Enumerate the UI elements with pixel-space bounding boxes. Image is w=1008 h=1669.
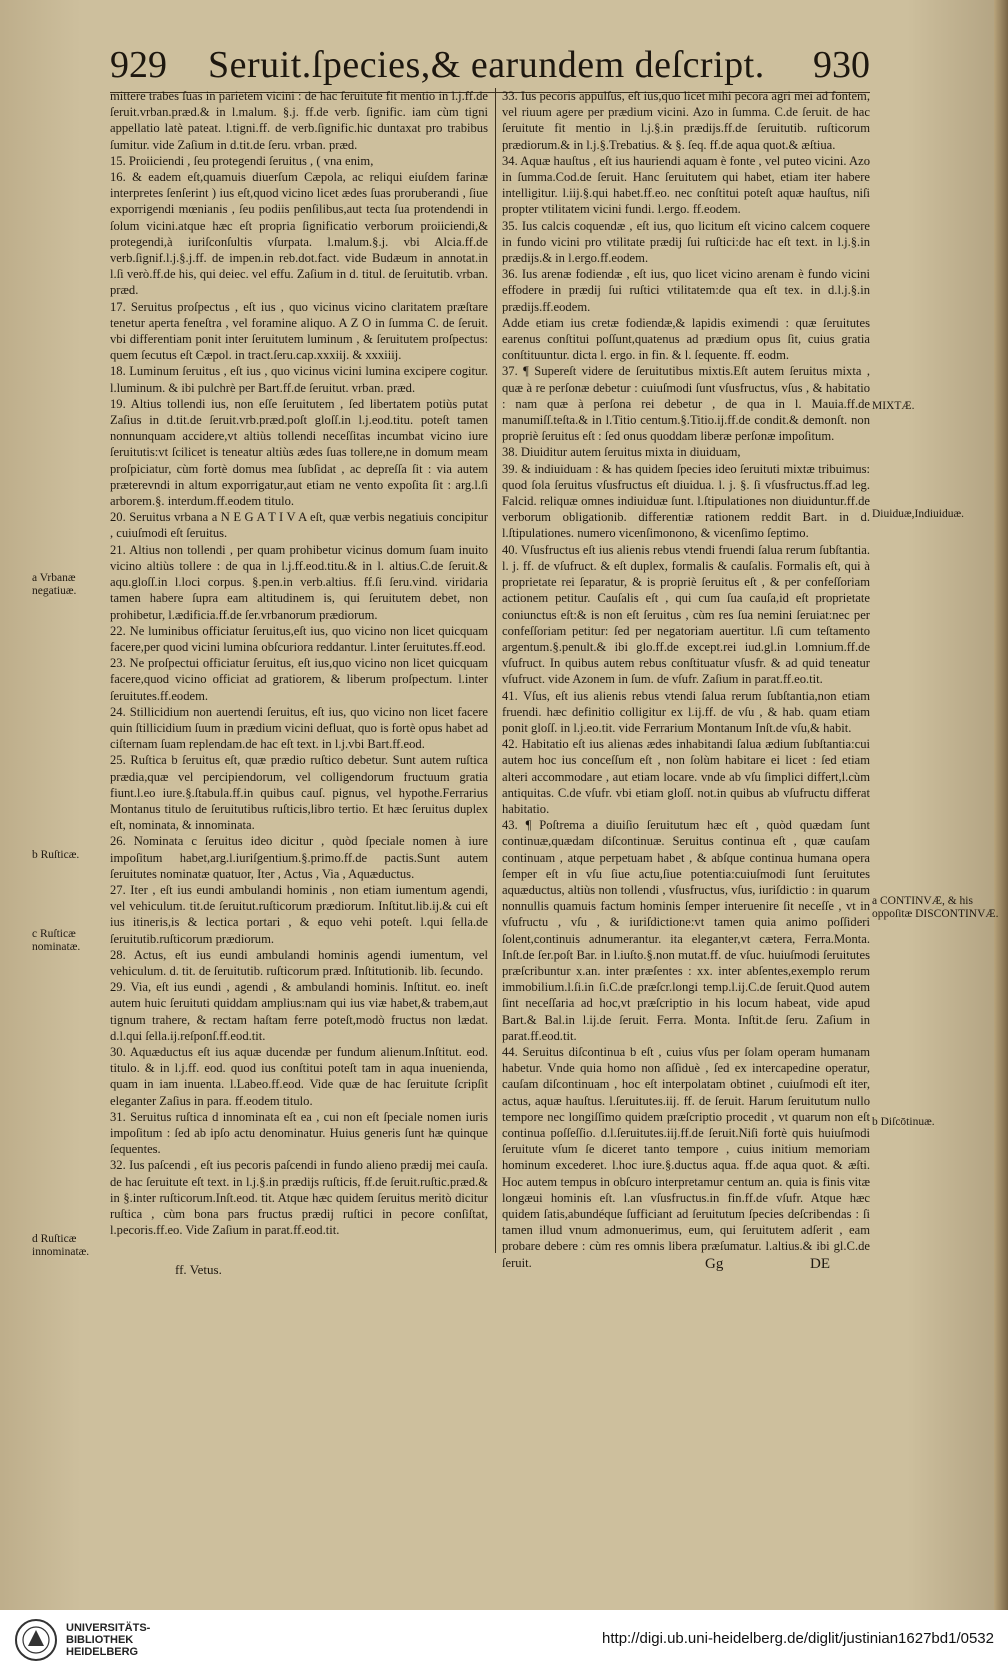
page-edge [994,0,1008,1610]
paragraph: 24. Stillicidium non auertendi ſeruitus, eſt ius, quo vicino non licet facere quin ſtillicidium ſuum in prædium vicini defluat, quo is fortè opus habet ad ciſternam ſuam replendam.de hac eſt text. in l.j.vbi Bart.ff.eod. [110,704,488,752]
paragraph: 17. Seruitus proſpectus , eſt ius , quo vicinus vicino claritatem præſtare tenetur aperta feneſtra , vel foramine aliquo. A Z O in ſumma C. de ſeruit. vbi differentiam ponit inter ſeruitutem luminum , & ſeruitutem proſpectus: quem ſecutus eſt Cæpol. in tract.ſeru.cap.xxxiij. & xxxiiij. [110,299,488,363]
paragraph: 19. Altius tollendi ius, non eſſe ſeruitutem , ſed libertatem potiùs putat Zaſius in d.tit.de ſeruit.vrb.præd.poſt gloſſ.in l.j.eod.titu. poteſt tamen nonnunquam accidere,vt altiùs tollendi neceſſitas incumbat vicino iure ſeruitutis:vt ſcilicet is teneatur altiùs ædes ſuas tollere,ne in domum meam proſpiciatur, cùm fortè domus mea ſubſidat , ac depreſſa ſit : via autem præterevndi in altum exporrigatur,aut etiam ne vento expoſita ſit : arg.l.ſi arborem.§. interdum.ff.eodem titulo. [110,396,488,509]
paragraph: 34. Aquæ hauſtus , eſt ius hauriendi aquam è fonte , vel puteo vicini. Azo in ſumma.Cod.de ſeruit. Hanc ſeruitutem qui habet, etiam iter habere intelligitur. l.iij.§.qui habet.ff.eo. nec conſtitui poteſt aquæ hauſtus, niſi propter vtilitatem vicini fundi. l.ergo. ff.eodem. [502,153,870,217]
page-number-right: 930 [813,44,870,86]
paragraph: 33. Ius pecoris appulſus, eſt ius,quo licet mihi pecora agri mei ad fontem, vel riuum agere per prædium vicini. Azo in ſumma. C.de ſeruit. de hac ſeruitute fit mentio in l.j.§.in prædijs.ff.de ſeruitutib. ruſticorum prædiorum.& in l.j.§.Trebatius. & §. ſeq. ff.de aqua quot.& æſtiua. [502,89,870,152]
university-seal-icon [14,1618,58,1662]
paragraph: 43. ¶ Poſtrema a diuiſio ſeruitutum hæc eſt , quòd quædam ſunt continuæ,quædam diſcontinuæ. Seruitus continua eſt , quæ cauſam continuam , atque perpetuam habet , & abſque continua humana opera ſemper eſt in vſu ſiue actu,ſiue potentia:cuiuſmodi ſunt ſeruitutes aquæductus, altiùs non tollendi , vſusfructus, vſus, iuriſdictio : in quarum nonnullis quamuis factum hominis ſemper interuenire ſit neceſſe , vt in vſufructu , vſu , & iuriſdictione:vt tamen quia animo poſſideri ſolent,continuis adnumerantur. ita eleganter,vt cætera, Ferra.Monta. Inſt.de ſer.poſt Bar. in l.iuſto.§.non mutat.ff. de vſuc. huiuſmodi ſeruitutes præſcribuntur x.an. inter præſentes : xx. inter abſentes,exemplo rerum immobilium.l.ſi.in ſi.C.de præſcr.longi temp.l.ij.C.de ſeruit.Quod autem ſint neceſſaria ad hoc,vt præſcriptio in his locum habeat, vide apud Bart.& Bal.in l.ij.de ſeruit. Ferra. Monta. Inſtit.de ſeru. Zaſium in parat.ff.eod.tit. [502,818,870,1043]
logo-line: UNIVERSITÄTS- [66,1622,151,1634]
paragraph: 21. Altius non tollendi , per quam prohibetur vicinus domum ſuam inuito vicino altiùs tollere : de qua in l.j.ff.eod.titu.& in l. altius.C.de ſeruit.& aqu.gloſſ.in l.loci corpus. §.pen.in verb.altius. ff.ſi ſeru.vind. viridaria tamen habere ſupra eam altitudinem is, qui ſeruitutem debet, non prohibetur, l.ædificia.ff.de ſer.vrbanorum prædiorum. [110,542,488,622]
paragraph: 29. Via, eſt ius eundi , agendi , & ambulandi hominis. Inſtitut. eo. ineſt autem huic ſeruituti quiddam amplius:nam qui ius viæ habet,& trabem,aut tignum trahere, & rectam haſtam ferre poteſt,modò fructus non lædat. d.l.qui ſella.ij.reſponſ.ff.eod.tit. [110,980,488,1043]
paragraph: 38. Diuiditur autem ſeruitus mixta in diuiduam, [502,445,741,460]
paragraph: 30. Aquæductus eſt ius aquæ ducendæ per fundum alienum.Inſtitut. eod. titulo. & in l.j.ff. eod. quod ius conſtitui poteſt tam in aqua inuenienda, quam in iam inuenta. l.Labeo.ff.eod. Vide quæ de hac ſeruitute ſcripſit eleganter Zaſius in para. ff.eodem titulo. [110,1044,488,1108]
margin-note-rusticae-nominatae: c Ruſticæ nominatæ. [32,928,81,953]
paragraph: 39. & indiuiduam : & has quidem ſpecies ideo ſeruituti mixtæ tribuimus: quod ſola ſeruitus vſusfructus eſt diuidua. l. j. §. ſi vſusfructus.ff.ad leg. Falcid. reliquæ omnes indiuiduæ ſunt. l.ſtipulationes non diuiduntur.ff.de verborum obligationib. differentiæ rationem reddit Bart. in d. l.ſtipulationes. numero vicenſimonono, & vicenſimo ſeptimo. [502,461,870,541]
column-divider [495,88,496,1253]
catchword-left: ff. Vetus. [175,1262,222,1277]
paragraph: 44. Seruitus diſcontinua b eſt , cuius vſus per ſolam operam humanam habetur. Vnde quia homo non aſſiduè , ſed ex intercapedine operatur, cauſam diſcontinuam , hoc eſt interpolatam obtinet , cuiuſmodi eſt iter, actus, aquæ hauſtus. l.ſeruitutes.iij. ff. de ſeruit. Harum ſeruitutum nullo tempore nec longiſſimo quidem præſcriptio procedit , vt quarum non eſt continua poſſeſſio. d.l.ſeruitutes.iij.ff.de ſeruit.Niſi fortè quis huiuſmodi ſeruitute vſum ſe diceret tanto tempore , cuius initium memoriam hominum excederet. l.hoc iure.§.ductus aqua. ff.de aqua quot. & æſti. Hoc autem tempus in obſcuro interpretamur centum an. quia is finis vitæ longæui hominis eſt. l.an vſusfructus.in fin.ff.de vſufr. Atque hæc quidem ſatis,abundéque ſufficiant ad ſeruitutum ſpecies deſcribendas : ſi tamen illud vnum admonuerimus, eum, qui ſeruitutem adſerit , eam probare debere : cùm res omnis libera præſumatur. l.altius.& ibi gl.C.de ſeruit. [502,1044,870,1270]
paragraph: 40. Vſusfructus eſt ius alienis rebus vtendi fruendi ſalua rerum ſubſtantia. l. j. ff. de vſufruct. & eſt duplex, formalis & cauſalis. Formalis eſt, qui à proprietate rei ſeparatur, & is propriè ſeruitus eſt , & per confeſſoriam actionem petitur. Cauſalis eſt , qui cum ſua cauſa,id eſt proprietate coniunctus eſt:& is non eſt ſeruitus , cùm res ſua nemini ſeruiat:nec per confeſſoriam petitur: ſed per negatoriam auertitur. l.ſi cum teſtamento argentum.§.penult.& ibi glo.ff.de except.rei iud.gl.in l.omnium.ff.de vſufruct. In quibus autem rebus conſtituatur vſusfr. & ad quid teneatur vſufruct. vide Azonem in ſum. de vſufr. Zaſium in parat.ff.eo.tit. [502,542,870,687]
paragraph: mittere trabes ſuas in parietem vicini : de hac ſeruitute fit mentio in l.j.ff.de ſeruit.vrban.præd.& in l.malum. §.j. ff.de verb. ſignific. iam cùm tigni appellatio latè pateat. l.tigni.ff. de verb.ſignific.hic duntaxat pro trabibus ſumitur. vide Zaſium in d.tit.de ſeru. vrban. præd. [110,89,488,152]
paragraph: 25. Ruſtica b ſeruitus eſt, quæ prædio ruſtico debetur. Sunt autem ruſtica prædia,quæ vel percipiendorum, vel colligendorum fructuum gratia fiunt.l.eo iure.§.ſtabula.ff.in quibus cauſ. pignus, vel hypothe.Ferrarius Montanus titulo de ſeruitutibus ruſticis,libro tertio. Et hæc ſeruitus duplex eſt, nominata, & innominata. [110,753,488,833]
signature-mark: Gg [705,1256,724,1272]
catchword-right: DE [810,1256,830,1272]
logo-line: BIBLIOTHEK [66,1634,134,1646]
margin-note-rusticae: b Ruſticæ. [32,849,80,861]
page-number-left: 929 [110,44,167,86]
paragraph: 18. Luminum ſeruitus , eſt ius , quo vicinus vicini lumina excipere cogitur. l.luminum. & ibi pulchrè per Bart.ff.de ſeruitut. vrban. præd. [110,364,488,395]
paragraph: 42. Habitatio eſt ius alienas ædes inhabitandi ſalua ædium ſubſtantia:cui autem hoc ius conceſſum eſt , non ſolùm habitare ei licet : ſed etiam alteri accommodare , aut etiam locare. vnde ab vſu ſimplici differt,l.cùm antiquitas. C.de vſufr. vbi etiam gloſſ. not.in quibus ab vſufructu differat habitatio. [502,737,870,816]
paragraph: 23. Ne proſpectui officiatur ſeruitus, eſt ius,quo vicino non licet quicquam facere,quod vicino officiat ad gratiorem, & liberum proſpectum. l.inter ſeruitutes.ff.eodem. [110,656,488,703]
right-column [502,88,870,1271]
paragraph: Adde etiam ius cretæ fodiendæ,& lapidis eximendi : quæ ſeruitutes earenus conſtitui poſſunt,quatenus ad prædium opus ſit, cuius gratia conſtituuntur. dicta l. ergo. in fin. & l. ſequente. ff. eodm. [502,315,870,363]
library-logo-text [66,1622,150,1658]
margin-note-continuae: a CONTINVÆ, & his oppoſitæ DISCONTINVÆ. [872,895,999,920]
margin-note-discontinuae: b Diſcōtinuæ. [872,1116,935,1128]
permalink-url[interactable]: http://digi.ub.uni-heidelberg.de/diglit/justinian1627bd1/0532 [602,1630,994,1647]
margin-note-urbanae-negativae: a Vrbanæ negatiuæ. [32,572,77,597]
running-header [110,40,870,90]
paragraph: 31. Seruitus ruſtica d innominata eſt ea , cui non eſt ſpeciale nomen iuris impoſitum : ſed ab ipſo actu denominatur. Huius generis ſunt hæ quinque ſequentes. [110,1109,488,1157]
viewer-footer [0,1610,1008,1669]
paragraph: 22. Ne luminibus officiatur ſeruitus,eſt ius, quo vicino non licet quicquam facere,per quod vicini lumina obſcuriora reddantur. l.inter ſeruitutes.ff.eod. [110,623,488,654]
margin-note-dividuae: Diuiduæ,Indiuiduæ. [872,508,965,520]
paragraph: 36. Ius arenæ fodiendæ , eſt ius, quo licet vicino arenam è fundo vicini effodere in prædij ſui ruſtici vtilitatem:de qua eſt tex. in d.l.j.§.in prædijs.ff.eodem. [502,267,870,314]
paragraph: 37. ¶ Supereſt videre de ſeruitutibus mixtis.Eſt autem ſeruitus mixta , quæ à re perſonæ debetur : cuiuſmodi ſunt vſusfructus, vſus , & habitatio : nam quæ à perſona rei debetur , de qua in l. Mauia.ff.de manumiſſ.teſta.& in l.Titio centum.§.Titio.ij.ff.de condit.& demonſt. non propriè ſeruitus eſt : ſed onus quoddam liberæ perſonæ impoſitum. [502,364,870,444]
paragraph: 20. Seruitus vrbana a N E G A T I V A eſt, quæ verbis negatiuis concipitur , cuiuſmodi eſt ſeruitus. [110,510,488,541]
margin-note-rusticae-innominatae: d Ruſticæ innominatæ. [32,1233,90,1258]
logo-line: HEIDELBERG [66,1646,139,1658]
paragraph: 27. Iter , eſt ius eundi ambulandi hominis , non etiam iumentum agendi, vel vehiculum. tit.de ſeruitut.ruſticorum prædiorum. Inſtitut.lib.ij.& cui eſt ius itineris,is & lectica portari , & equo vehi poteſt. l.qui ſella.de ſeruitutib.ruſticorum prædiorum. [110,882,488,946]
paragraph: 32. Ius paſcendi , eſt ius pecoris paſcendi in fundo alieno prædij mei cauſa. de hac ſeruitute eſt text. in l.j.§.in prædijs ruſticis, ff.de ſeruit.ruſtic.præd.& in §.inter ruſticorum.Inſt.eod. tit. Atque hæc quidem ſeruitus meritò dicitur ruſtica , cùm bona pars fructus prædij ruſtici in pecore conſiſtat, l.pecoris.ff.eo. Vide Zaſium in parat.ff.eod.tit. [110,1158,488,1238]
paragraph: 15. Proiiciendi , ſeu protegendi ſeruitus , ( vna enim, [110,153,374,168]
margin-note-mixtae: MIXTÆ. [872,400,915,412]
paragraph: 26. Nominata c ſeruitus ideo dicitur , quòd ſpeciale nomen à iure impoſitum habet,arg.l.iuriſgentium.§.primo.ff.de pactis.Sunt autem ſeruitutes nominatæ quatuor, Iter , Actus , Via , Aquæductus. [110,834,488,881]
paragraph: 16. & eadem eſt,quamuis diuerſum Cæpola, ac reliqui eiuſdem farinæ interpretes ſenſerint ) ius eſt,quod vicino licet ædes ſuas proruberandi , ſiue exporrigendi mœnianis , ſeu podiis penſilibus,aut tecta ſua protendendi in ſolum vicini.atque hæc eſt propria ſignificatio verborum proiiciendi,& protegendi,à iuriſconſultis vſurpata. l.malum.§.j. vbi Alcia.ff.de verb.ſignif.l.j.§.j.ff. de impen.in reb.dot.fact. vide Budæum in annotat.in l.ſi verò.ff.de his, qui deiec. vel effu. Zaſium in d. titul. de ſeruitutib. vrban. præd. [110,170,488,298]
left-column [110,88,488,1238]
paragraph: 28. Actus, eſt ius eundi ambulandi hominis agendi iumentum, vel vehiculum. d. tit. de ſeruitutib. ruſticorum præd. Inſtitutionib. lib. ſecundo. [110,947,488,978]
paragraph: 35. Ius calcis coquendæ , eſt ius, quo licitum eſt vicino calcem coquere in fundo vicini pro vtilitate prædij ſui ruſtici:de hac eſt text. in l.j.§.in prædijs.& in l.ergo.ff.eodem. [502,218,870,266]
paragraph: 41. Vſus, eſt ius alienis rebus vtendi ſalua rerum ſubſtantia,non etiam fruendi. hæc definitio colligitur ex l.ij.ff. de vſu , & hab. quam etiam ponit gloſſ. in l.j.eo.tit. vide Ferrarium Montanum Inſt.de vſu,& habit. [502,688,870,735]
running-title: Seruit.ſpecies,& earundem deſcript. [208,44,765,86]
